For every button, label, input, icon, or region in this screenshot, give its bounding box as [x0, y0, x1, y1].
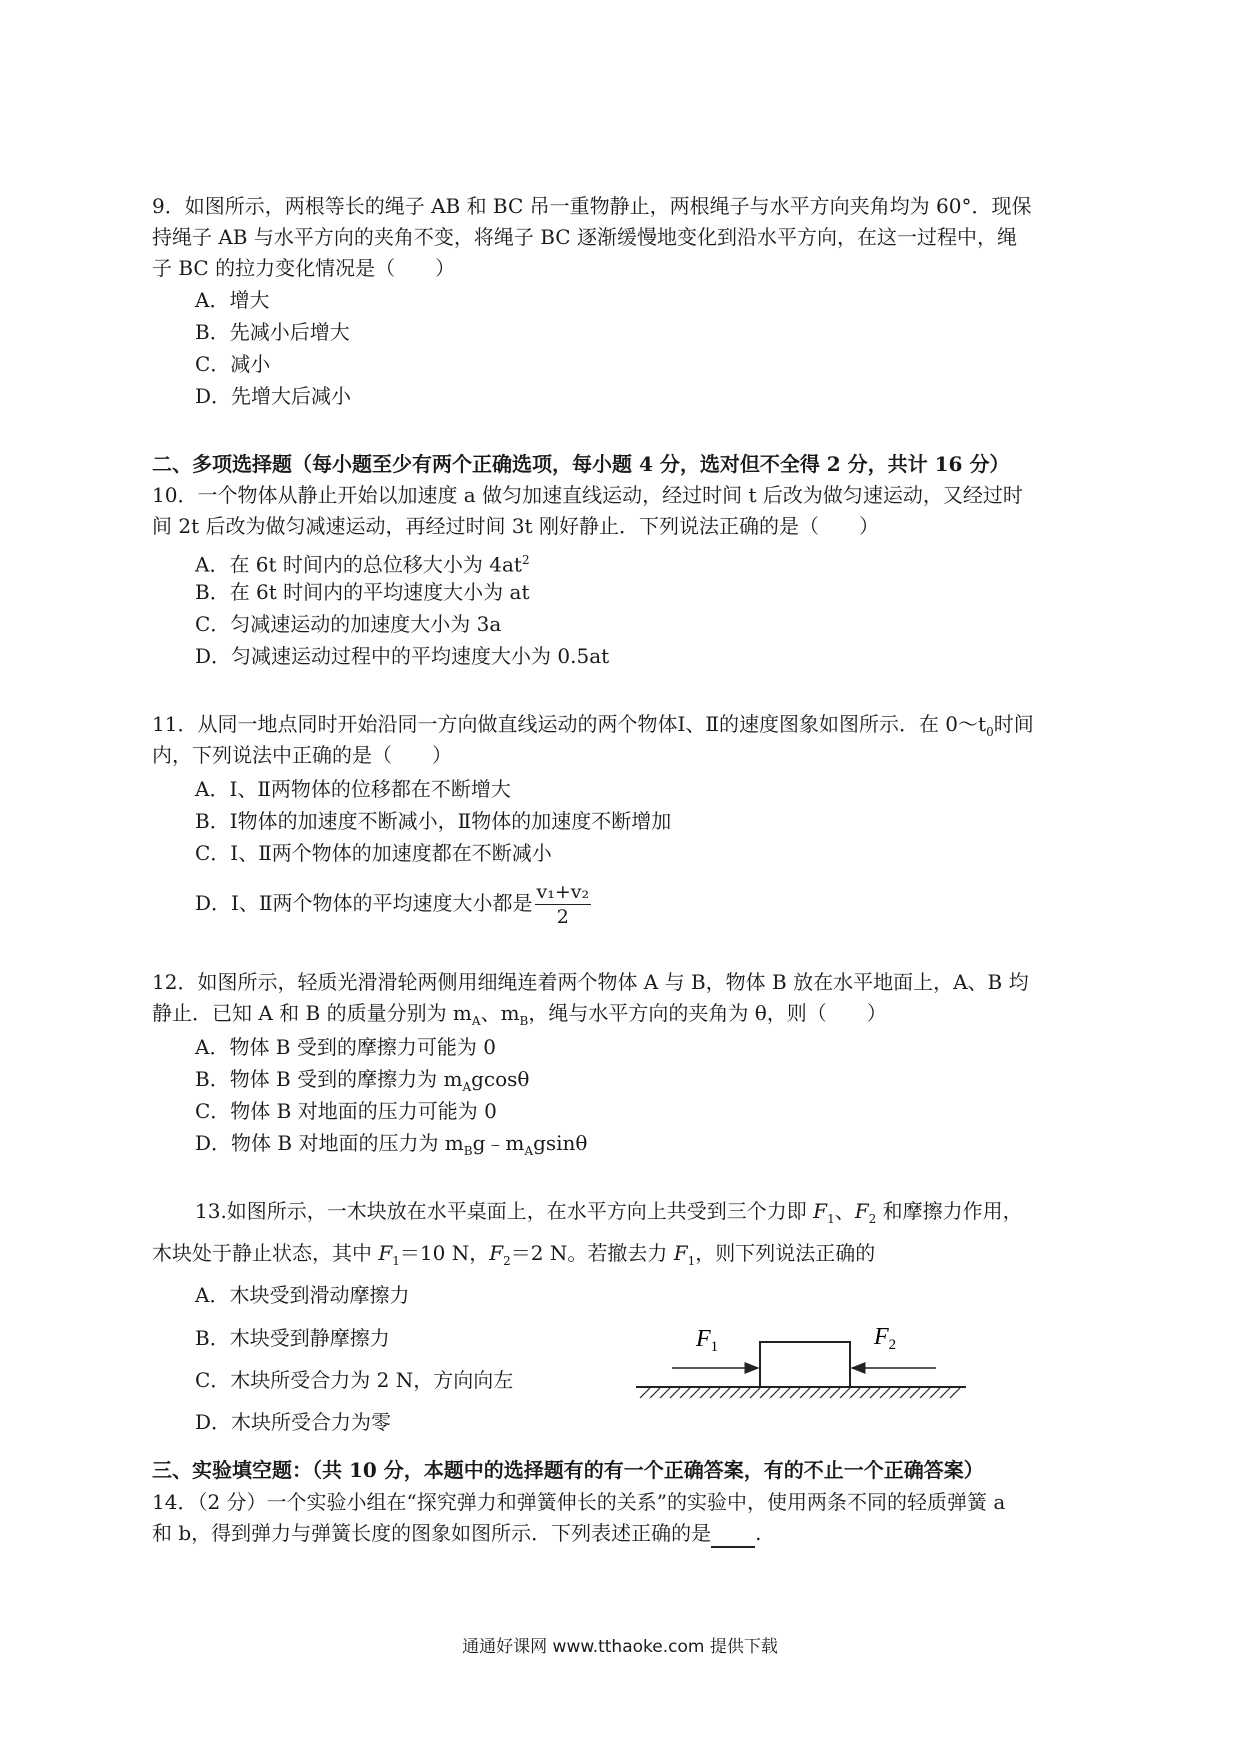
answer-blank[interactable] — [711, 1526, 755, 1548]
q9-option-b: B．先减小后增大 — [195, 320, 350, 344]
q9-option-c: C．减小 — [195, 352, 271, 376]
q11-option-d: D．Ⅰ、Ⅱ两个物体的平均速度大小都是 $\frac{\text{v₁+v₂}}{2}$ — [195, 881, 590, 928]
table-hatching — [640, 1388, 960, 1398]
q12-option-a: A．物体 B 受到的摩擦力可能为 0 — [195, 1035, 496, 1059]
q10-stem-line2: 间 2t 后改为做匀减速运动，再经过时间 3t 刚好静止．下列说法正确的是（ ） — [152, 514, 879, 538]
force-f2-label: $F_2$ — [874, 1324, 897, 1353]
section-3-heading: 三、实验填空题：（共 10 分，本题中的选择题有的有一个正确答案，有的不止一个正确答案） — [152, 1458, 984, 1482]
wooden-block — [760, 1342, 850, 1387]
q11-option-a: A．Ⅰ、Ⅱ两物体的位移都在不断增大 — [195, 777, 511, 801]
q11-option-c: C．Ⅰ、Ⅱ两个物体的加速度都在不断减小 — [195, 841, 552, 865]
q11-option-b: B．Ⅰ物体的加速度不断减小，Ⅱ物体的加速度不断增加 — [195, 809, 672, 833]
q10-option-b: B．在 6t 时间内的平均速度大小为 at — [195, 580, 530, 604]
q9-stem-line2: 持绳子 AB 与水平方向的夹角不变，将绳子 BC 逐渐缓慢地变化到沿水平方向，在这一过程中，绳 — [152, 225, 1017, 249]
q12-stem-line2: 静止．已知 A 和 B 的质量分别为 $m_A$、$m_B$，绳与水平方向的夹角为 θ，则（ ） — [152, 1001, 887, 1028]
q14-stem-line1: 14．（2 分）一个实验小组在“探究弹力和弹簧伸长的关系”的实验中，使用两条不同的轻质弹簧 a — [152, 1490, 1006, 1514]
q11-stem-line2: 内，下列说法中正确的是（ ） — [152, 743, 452, 767]
section-2-heading: 二、多项选择题（每小题至少有两个正确选项，每小题 4 分，选对但不全得 2 分，共计 16 分） — [152, 452, 1010, 476]
q12-option-d: D．物体 B 对地面的压力为 $m_Bg﹣m_Agsin\theta$ — [195, 1131, 588, 1158]
q10-stem-line1: 10．一个物体从静止开始以加速度 a 做匀加速直线运动，经过时间 t 后改为做匀速运动，又经过时 — [152, 483, 1023, 507]
q9-option-a: A．增大 — [195, 288, 270, 312]
q10-option-d: D．匀减速运动过程中的平均速度大小为 0.5at — [195, 644, 610, 668]
q13-option-c: C．木块所受合力为 2 N，方向向左 — [195, 1368, 514, 1392]
q12-option-b: B．物体 B 受到的摩擦力为 $m_Agcos\theta$ — [195, 1067, 530, 1094]
q13-option-b: B．木块受到静摩擦力 — [195, 1326, 390, 1350]
q13-stem-line1: 13.如图所示，一木块放在水平桌面上，在水平方向上共受到三个力即 $F_1$、$F_2$ 和摩擦力作用， — [195, 1199, 1023, 1226]
q11-stem-line1: 11．从同一地点同时开始沿同一方向做直线运动的两个物体Ⅰ、Ⅱ的速度图象如图所示．在 $0\sim t_0$时间 — [152, 712, 1034, 739]
q13-stem-line2: 木块处于静止状态，其中 $F_1=10$ N，$F_2=2$ N。若撤去力 $F_1$，则下列说法正确的 — [152, 1241, 876, 1268]
q12-option-c: C．物体 B 对地面的压力可能为 0 — [195, 1099, 497, 1123]
q10-option-a: A．在 6t 时间内的总位移大小为 $4at^2$ — [195, 552, 530, 577]
fraction-numerator: v₁+v₂ — [536, 881, 590, 903]
block-forces-figure — [636, 1322, 966, 1404]
average-velocity-fraction — [535, 880, 592, 929]
q9-stem-line1: 9．如图所示，两根等长的绳子 AB 和 BC 吊一重物静止，两根绳子与水平方向夹角均为 60°．现保 — [152, 194, 1032, 218]
q14-stem-line2: 和 b，得到弹力与弹簧长度的图象如图所示．下列表述正确的是 . — [152, 1518, 762, 1548]
q13-option-a: A．木块受到滑动摩擦力 — [195, 1283, 410, 1307]
q10-option-c: C．匀减速运动的加速度大小为 3a — [195, 612, 502, 636]
q9-option-d: D．先增大后减小 — [195, 384, 352, 408]
q13-option-d: D．木块所受合力为零 — [195, 1410, 392, 1434]
q9-stem-line3: 子 BC 的拉力变化情况是（ ） — [152, 256, 456, 280]
page-footer: 通通好课网 www.tthaoke.com 提供下载 — [462, 1637, 778, 1657]
fraction-denominator: 2 — [556, 906, 569, 928]
q12-stem-line1: 12．如图所示，轻质光滑滑轮两侧用细绳连着两个物体 A 与 B，物体 B 放在水平地面上，A、B 均 — [152, 970, 1029, 994]
force-f1-label: $F_1$ — [696, 1326, 719, 1355]
